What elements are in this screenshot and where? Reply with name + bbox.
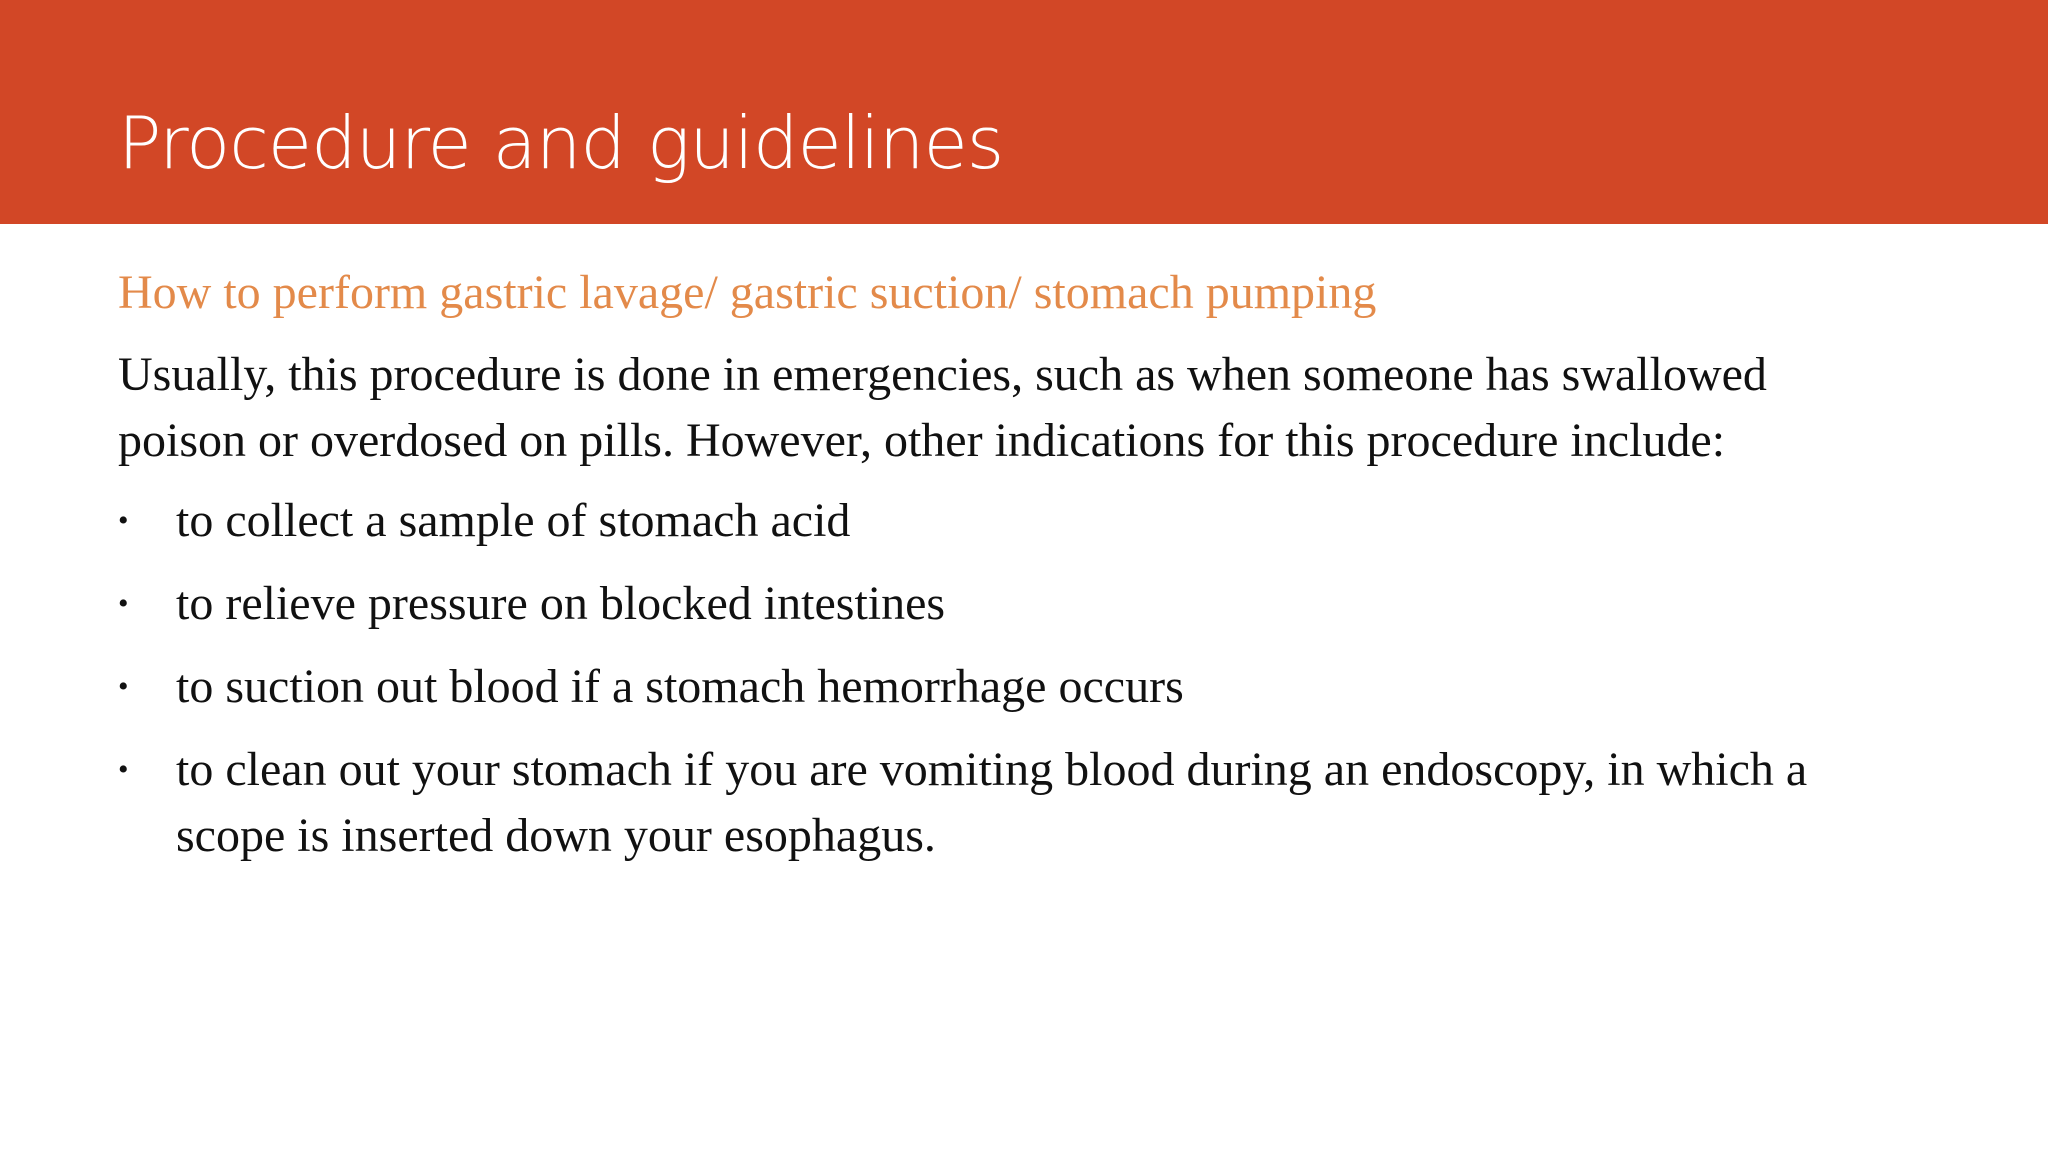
bullet-item <box>118 571 1898 637</box>
bullet-text: to suction out blood if a stomach hemorrhage occurs <box>176 660 1184 713</box>
slide-subheading: How to perform gastric lavage/ gastric suction/ stomach pumping <box>118 266 1377 319</box>
bullet-item <box>118 737 1898 869</box>
bullet-text: to collect a sample of stomach acid <box>176 494 851 547</box>
intro-paragraph: Usually, this procedure is done in emergencies, such as when someone has swallowed poison or overdosed on pills. However, other indications for this procedure include: <box>118 348 1767 467</box>
bullet-item <box>118 488 1898 554</box>
slide-content <box>118 262 1898 886</box>
bullet-text: to clean out your stomach if you are vomiting blood during an endoscopy, in which a scope is inserted down your esophagus. <box>176 743 1808 862</box>
slide-title: Procedure and guidelines <box>118 101 1004 185</box>
bullet-icon: • <box>118 587 129 620</box>
bullet-item <box>118 654 1898 720</box>
title-bar <box>0 0 2048 224</box>
bullet-icon: • <box>118 670 129 703</box>
bullet-list <box>118 488 1898 869</box>
bullet-icon: • <box>118 753 129 786</box>
bullet-icon: • <box>118 504 129 537</box>
bullet-text: to relieve pressure on blocked intestines <box>176 577 946 630</box>
